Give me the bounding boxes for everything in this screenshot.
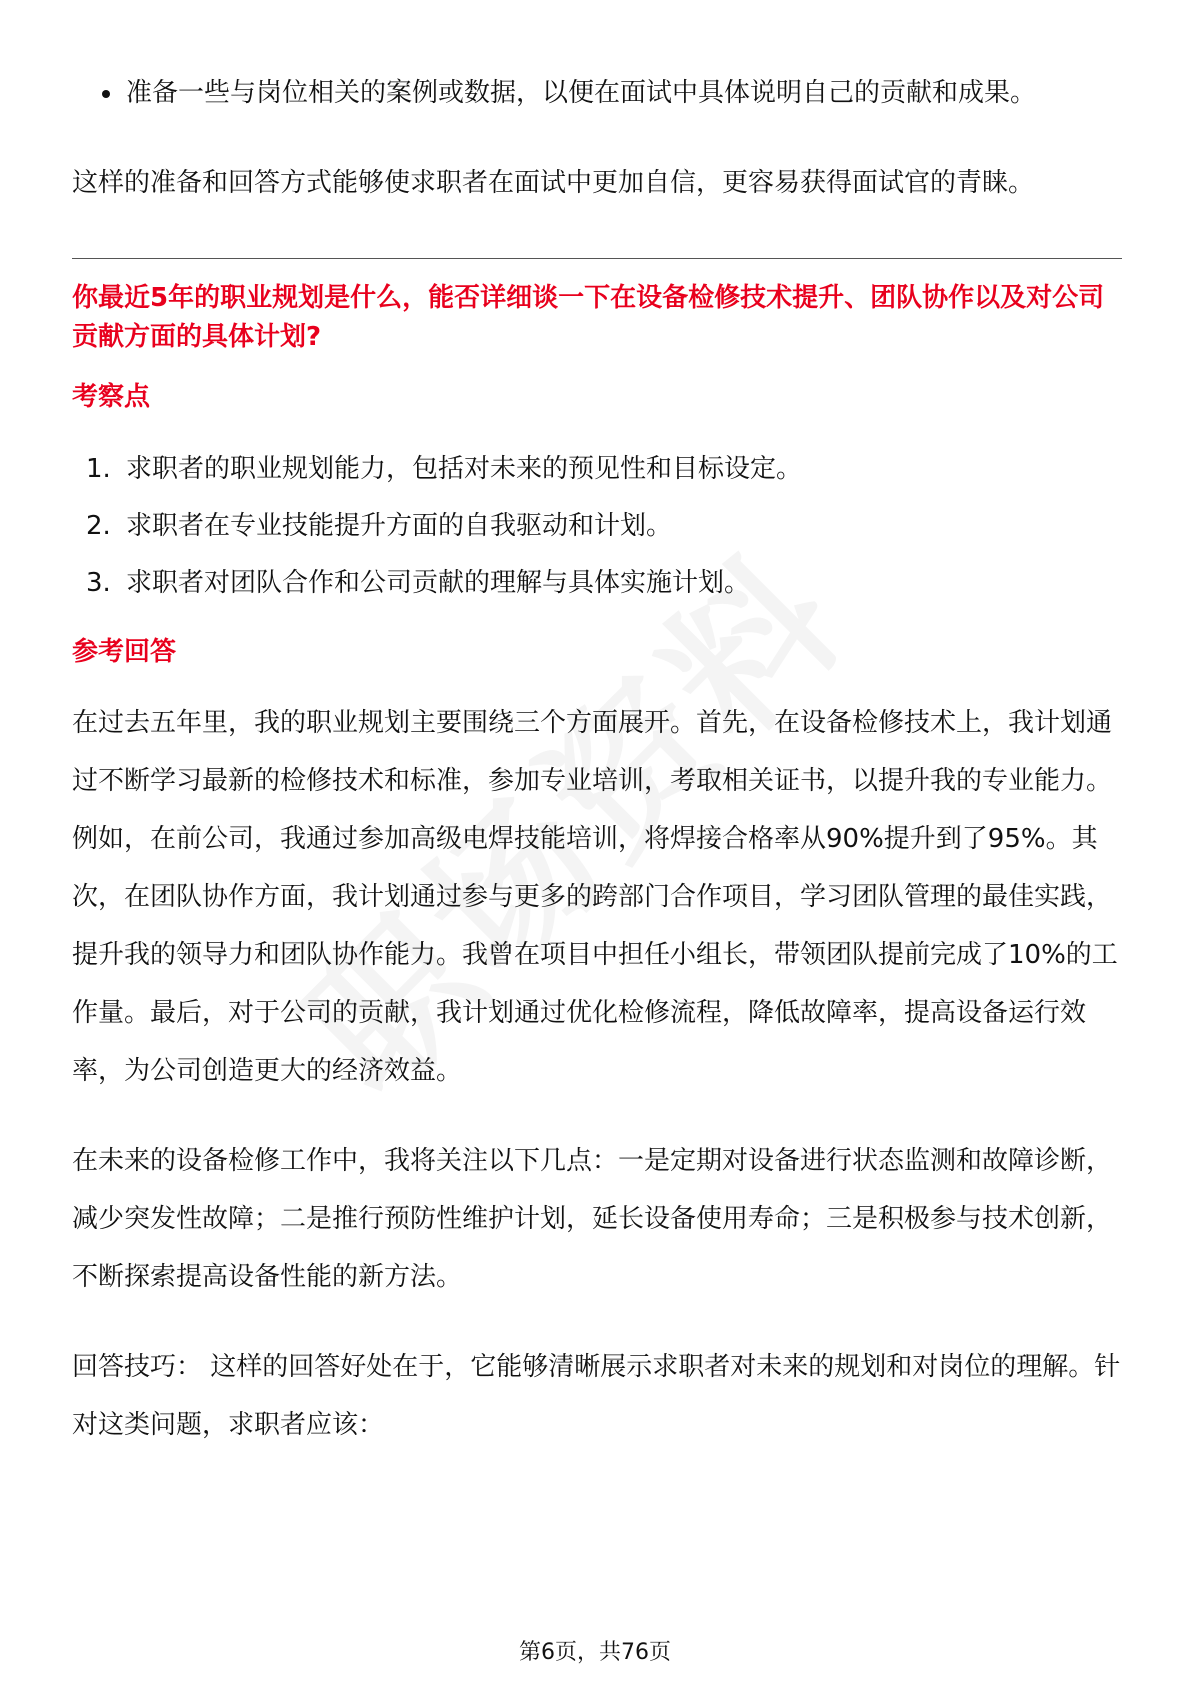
assessment-title: 考察点 [72,382,151,412]
bullet-icon [102,90,110,98]
section-divider [72,258,1122,259]
list-item [72,64,1122,122]
list-item [72,498,1122,555]
bullet-list [72,64,1122,122]
list-text: 求职者在专业技能提升方面的自我驱动和计划。 [126,511,673,541]
list-item [72,555,1122,612]
question-heading: 你最近5年的职业规划是什么，能否详细谈一下在设备检修技术提升、团队协作以及对公司贡献方面的具体计划? [72,283,1105,352]
tips-paragraph: 回答技巧： 这样的回答好处在于，它能够清晰展示求职者对未来的规划和对岗位的理解。针对这类问题，求职者应该： [72,1352,1121,1440]
list-item [72,441,1122,498]
bullet-text: 准备一些与岗位相关的案例或数据，以便在面试中具体说明自己的贡献和成果。 [126,78,1037,108]
page-content [72,64,1122,1454]
summary-paragraph: 这样的准备和回答方式能够使求职者在面试中更加自信，更容易获得面试官的青睐。 [72,168,1035,198]
answer-paragraph: 在过去五年里，我的职业规划主要围绕三个方面展开。首先，在设备检修技术上，我计划通过不断学习最新的检修技术和标准，参加专业培训，考取相关证书，以提升我的专业能力。例如，在前公司，我通过参加高级电焊技能培训，将焊接合格率从90%提升到了95%。其次，在团队协作方面，我计划通过参与更多的跨部门合作项目，学习团队管理的最佳实践，提升我的领导力和团队协作能力。我曾在项目中担任小组长，带领团队提前完成了10%的工作量。最后，对于公司的贡献，我计划通过优化检修流程，降低故障率，提高设备运行效率，为公司创造更大的经济效益。 [72,708,1118,1086]
list-number: 2. [86,511,111,541]
list-number: 1. [86,454,111,484]
page-number: 第6页，共76页 [519,1640,671,1665]
reference-answer-title: 参考回答 [72,637,177,667]
assessment-list [72,441,1122,612]
list-number: 3. [86,568,111,598]
answer-paragraph: 在未来的设备检修工作中，我将关注以下几点：一是定期对设备进行状态监测和故障诊断，减少突发性故障；二是推行预防性维护计划，延长设备使用寿命；三是积极参与技术创新，不断探索提高设备性能的新方法。 [72,1146,1113,1292]
list-text: 求职者的职业规划能力，包括对未来的预见性和目标设定。 [126,454,803,484]
list-text: 求职者对团队合作和公司贡献的理解与具体实施计划。 [126,568,751,598]
